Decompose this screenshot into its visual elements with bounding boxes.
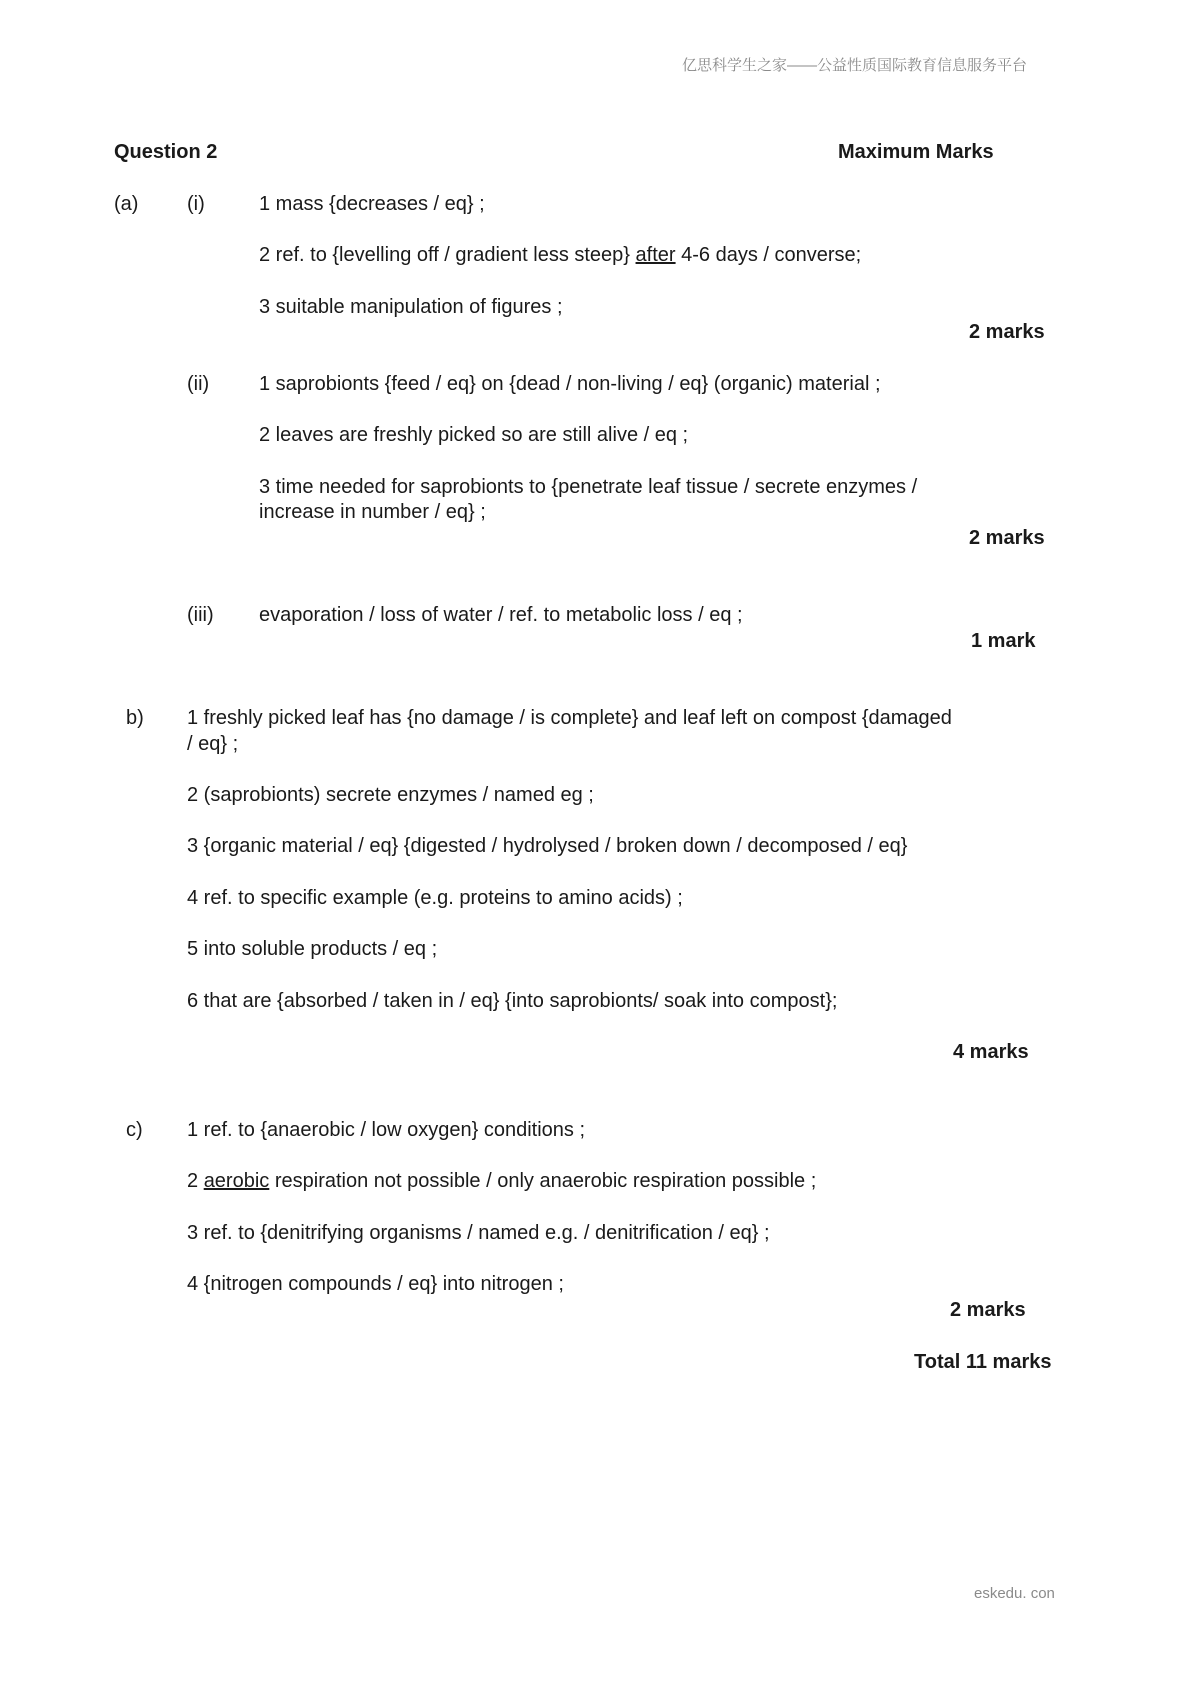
c-point-2-pre: 2 [187, 1170, 204, 1192]
a-i-point-2-pre: 2 ref. to {levelling off / gradient less steep} [259, 244, 636, 266]
a-i-point-2-post: 4-6 days / converse; [675, 244, 862, 266]
a-i-point-2-underlined: after [635, 244, 676, 266]
b-point-1-line-2: / eq} ; [187, 733, 239, 755]
part-a-label: (a) [114, 193, 139, 215]
b-point-4: 4 ref. to specific example (e.g. proteins to amino acids) ; [187, 887, 683, 909]
c-point-2-post: respiration not possible / only anaerobic respiration possible ; [269, 1170, 817, 1192]
a-ii-point-3-line-2: increase in number / eq} ; [259, 501, 486, 523]
b-point-2: 2 (saprobionts) secrete enzymes / named eg ; [187, 784, 594, 806]
question-title: Question 2 [114, 141, 218, 163]
b-marks: 4 marks [953, 1041, 1029, 1063]
b-point-5: 5 into soluble products / eq ; [187, 938, 438, 960]
footer-site: eskedu. con [974, 1585, 1055, 1602]
c-point-2-underlined: aerobic [203, 1170, 270, 1192]
a-ii-point-2: 2 leaves are freshly picked so are still alive / eq ; [259, 424, 689, 446]
a-iii-point-1: evaporation / loss of water / ref. to metabolic loss / eq ; [259, 604, 743, 626]
c-point-1: 1 ref. to {anaerobic / low oxygen} conditions ; [187, 1119, 586, 1141]
a-i-point-3: 3 suitable manipulation of figures ; [259, 296, 563, 318]
part-b-label: b) [126, 707, 144, 729]
c-point-2 [187, 1169, 816, 1193]
a-i-marks: 2 marks [969, 321, 1045, 343]
a-i-point-1: 1 mass {decreases / eq} ; [259, 193, 485, 215]
part-a-iii-label: (iii) [187, 604, 214, 626]
part-a-ii-label: (ii) [187, 373, 210, 395]
b-point-1-line-1: 1 freshly picked leaf has {no damage / is complete} and leaf left on compost {damaged [187, 707, 952, 729]
total-marks: Total 11 marks [914, 1351, 1052, 1373]
a-iii-marks: 1 mark [971, 630, 1036, 652]
b-point-3: 3 {organic material / eq} {digested / hydrolysed / broken down / decomposed / eq} [187, 835, 908, 857]
c-marks: 2 marks [950, 1299, 1026, 1321]
a-i-point-2 [259, 243, 861, 267]
c-point-4: 4 {nitrogen compounds / eq} into nitrogen ; [187, 1273, 564, 1295]
a-ii-point-3-line-1: 3 time needed for saprobionts to {penetrate leaf tissue / secrete enzymes / [259, 476, 918, 498]
header-watermark: 亿思科学生之家——公益性质国际教育信息服务平台 [682, 57, 1028, 74]
a-ii-point-1: 1 saprobionts {feed / eq} on {dead / non-living / eq} (organic) material ; [259, 373, 881, 395]
part-c-label: c) [126, 1119, 143, 1141]
b-point-6: 6 that are {absorbed / taken in / eq} {into saprobionts/ soak into compost}; [187, 990, 838, 1012]
a-ii-marks: 2 marks [969, 527, 1045, 549]
c-point-3: 3 ref. to {denitrifying organisms / named e.g. / denitrification / eq} ; [187, 1222, 770, 1244]
max-marks-heading: Maximum Marks [838, 141, 994, 163]
part-a-i-label: (i) [187, 193, 205, 215]
